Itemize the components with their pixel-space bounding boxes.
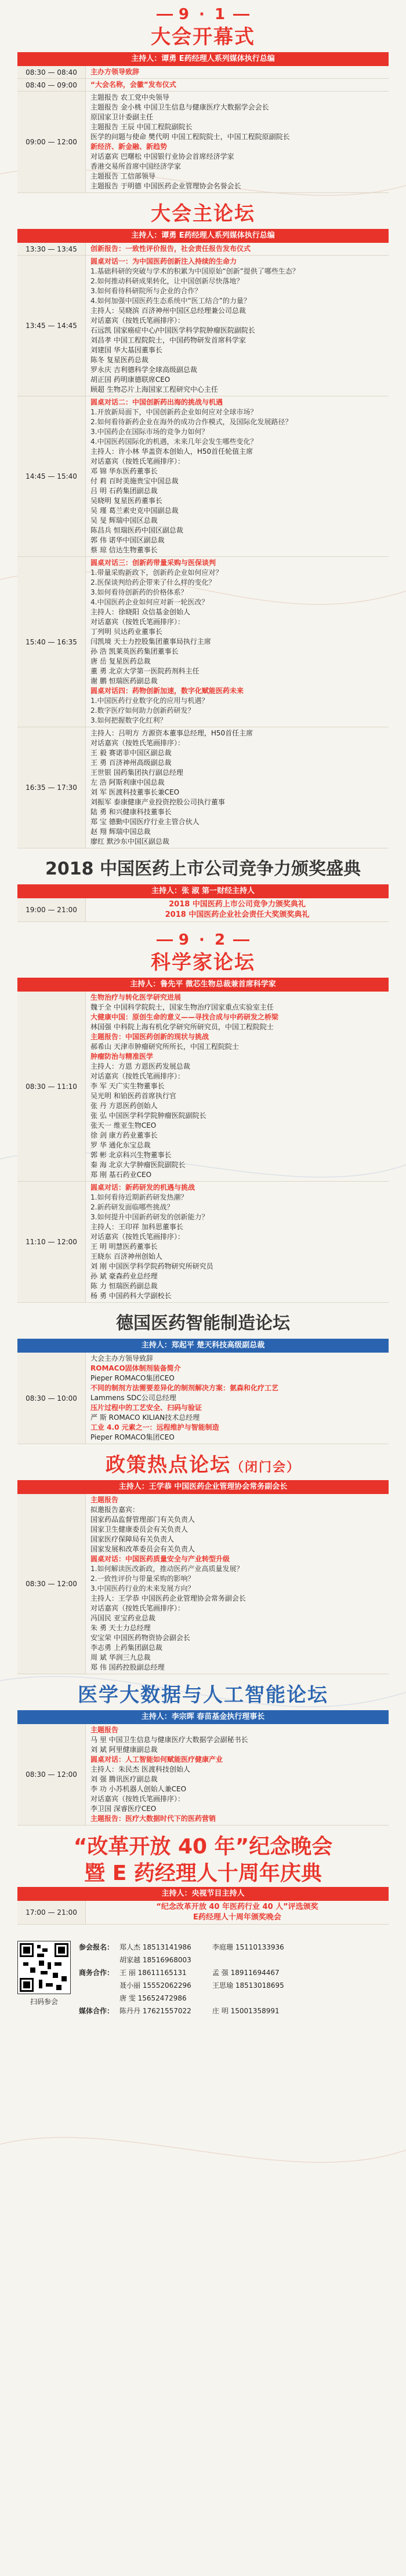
contact-row [79, 1979, 389, 1992]
agenda-line: 主持人：吕明方 方源资本董事总经理，H50首任主席 [90, 729, 253, 737]
qr-code-icon[interactable] [17, 1941, 71, 1994]
agenda-line: Pieper ROMACO集团CEO [90, 1433, 175, 1441]
agenda-line: 主题报告 [90, 1726, 119, 1734]
content-cell [86, 557, 389, 727]
agenda-line: 安宝荣 中国医药物资协会副会长 [90, 1634, 190, 1642]
agenda-line: 马 里 中国卫生信息与健康医疗大数据学会副秘书长 [90, 1736, 248, 1744]
agenda-line: 3.如何看待科研院所与企业的合作？ [90, 287, 202, 295]
agenda-line: Pieper ROMACO集团CEO [90, 1374, 175, 1382]
section-host: 主持人：谭勇 E药经理人系列媒体执行总编 [17, 229, 389, 243]
agenda-line: 国家卫生健康委员会有关负责人 [90, 1525, 188, 1533]
agenda-line: 主题报告：中国医药创新的现状与挑战 [90, 1033, 209, 1041]
agenda-line: 主题报告 王辰 中国工程院副院长 [90, 123, 193, 131]
time-cell: 15:40 — 16:35 [17, 557, 86, 727]
time-cell: 14:45 — 15:40 [17, 396, 86, 556]
agenda-line: 3.中国药企在国际市场的竞争力如何？ [90, 428, 209, 436]
agenda-line: 谢 鹏 恒瑞医药副总裁 [90, 677, 158, 685]
contact-b[interactable]: 王思瑜 18513018695 [212, 1981, 284, 1990]
agenda-line: 郭 彬 北京科兴生物董事长 [90, 1151, 172, 1159]
day-date: 9 · 2 [178, 931, 228, 949]
agenda-line: 杨 勇 中国药科大学副校长 [90, 1292, 172, 1300]
agenda-line: 1.开放新局面下，中国创新药企业如何应对全球市场？ [90, 408, 258, 416]
agenda-line: 李卫国 深睿医疗CEO [90, 1805, 157, 1813]
agenda-line: 创新报告：一致性评价报告，社会责任报告发布仪式 [90, 245, 251, 253]
agenda-line: 圆桌对话四：药物创新加速，数字化赋能医药未来 [90, 687, 244, 695]
agenda-line: 1.基础科研的突破与学术的积累为中国原始“创新”提供了哪些生态？ [90, 267, 299, 275]
time-cell: 11:10 — 12:00 [17, 1182, 86, 1302]
agenda-line: 圆桌对话三：创新药带量采购与医保谈判 [90, 559, 216, 567]
agenda-line: 对话嘉宾（按姓氏笔画排序）： [90, 739, 185, 747]
section-title [17, 24, 389, 52]
agenda-row [17, 1182, 389, 1303]
contact-row [79, 1941, 389, 1954]
agenda-row [17, 92, 389, 193]
content-cell [86, 727, 389, 848]
contact-label: 参会报名： [79, 1943, 114, 1951]
agenda-line: 1.中国医药行业数字化的应用与机遇？ [90, 697, 209, 705]
agenda-line: 罗 华 通化东宝总裁 [90, 1141, 151, 1149]
agenda-line: 国家医疗保障局有关负责人 [90, 1535, 175, 1543]
agenda-line: 1.如何解读医改新政，推动医药产业高质量发展？ [90, 1565, 244, 1573]
agenda-line: 对话嘉宾（按姓氏笔画排序）： [90, 1795, 185, 1803]
agenda-line: 主持人：许小林 华盖资本创始人，H50首任轮值主席 [90, 447, 253, 456]
agenda-line: 原国家卫计委副主任 [90, 113, 154, 121]
agenda-row [17, 1353, 389, 1444]
agenda-line: 林国强 中科院上海有机化学研究所研究员，中国工程院院士 [90, 1023, 274, 1031]
agenda-line: 刘昌孝 中国工程院院士，中国药物研发首席科学家 [90, 336, 246, 344]
section-title [17, 201, 389, 229]
agenda-line: 左 浩 阿斯利康中国总裁 [90, 778, 165, 786]
contact-a[interactable]: 陈丹丹 17621557022 [119, 2007, 191, 2015]
agenda-line: 主办方领导致辞 [90, 68, 140, 76]
section-gap [17, 848, 389, 857]
agenda-line: 圆桌对话：中国医药质量安全与产业转型升级 [90, 1555, 230, 1563]
agenda-line: 主持人：吴晓滨 百济神州中国区总经理兼公司总裁 [90, 307, 246, 315]
time-cell: 08:30 — 08:40 [17, 66, 86, 78]
section-title [17, 1311, 389, 1339]
section-gap [17, 1674, 389, 1682]
gala-title [17, 1834, 389, 1887]
agenda-line: 主持人：王印祥 加科思董事长 [90, 1223, 183, 1231]
agenda-line: 陈 力 恒瑞医药副总裁 [90, 1282, 158, 1290]
agenda-line: 对话嘉宾（按姓氏笔画排序）： [90, 1233, 185, 1241]
agenda-line: 对话嘉宾（按姓氏笔画排序）： [90, 457, 185, 465]
agenda-line: 圆桌对话二：中国创新药出海的挑战与机遇 [90, 398, 223, 406]
agenda-line: 王 毅 赛诺菲中国区副总裁 [90, 749, 172, 757]
time-cell: 17:00 — 21:00 [17, 1901, 86, 1924]
time-cell: 19:00 — 21:00 [17, 898, 86, 921]
section-title [17, 1452, 389, 1480]
agenda-line: 郭 伟 诺华中国区副总裁 [90, 536, 165, 544]
agenda-line: 王晓东 百济神州创始人 [90, 1252, 162, 1260]
agenda-row [17, 992, 389, 1182]
section-title [17, 950, 389, 978]
agenda-line: 肿瘤防治与精准医学 [90, 1052, 154, 1061]
awards-title: 2018 中国医药上市公司竞争力颁奖盛典 [45, 859, 361, 879]
contact-label [79, 1979, 119, 1992]
agenda-line: 国家发展和改革委员会有关负责人 [90, 1545, 195, 1553]
agenda-line: 张 丹 方恩医药创始人 [90, 1102, 158, 1110]
contact-a[interactable]: 郑人杰 18513141986 [119, 1943, 191, 1951]
agenda-line: 4.如何加强中国医药生态系统中“医工结合”的力量？ [90, 297, 251, 305]
qr-label: 扫码参会 [30, 1998, 58, 2006]
agenda-line: 吴 旻 辉瑞中国区总裁 [90, 516, 158, 524]
agenda-line: 圆桌对话：人工智能如何赋能医疗健康产业 [90, 1755, 223, 1764]
agenda-line: “纪念改革开放 40 年医药行业 40 人”评选颁奖 [156, 1903, 318, 1911]
agenda-line: “大会名称，会徽”发布仪式 [90, 81, 176, 89]
agenda-line: 主持人：朱民杰 医渡科技创始人 [90, 1765, 190, 1773]
agenda-line: 工业 4.0 元素之一：远程维护与智能制造 [90, 1423, 219, 1431]
contact-b[interactable] [212, 1992, 311, 2005]
content-cell [86, 256, 389, 396]
contact-b[interactable]: 李庭珊 15110133936 [212, 1943, 284, 1951]
agenda-line: 2018 中国医药上市公司竞争力颁奖典礼 [169, 900, 306, 909]
contact-row [79, 1954, 389, 1966]
time-cell: 13:30 — 13:45 [17, 243, 86, 255]
contacts [71, 1941, 389, 2017]
agenda-line: 拟邀报告嘉宾： [90, 1506, 140, 1514]
agenda-line: 严 斯 ROMACO KILIAN技术总经理 [90, 1413, 200, 1422]
agenda-line: 刘建国 华大基因董事长 [90, 346, 162, 354]
agenda-row [17, 557, 389, 727]
agenda-line: E药经理人十周年颁奖晚会 [193, 1913, 281, 1922]
agenda-line: 丁列明 贝达药业董事长 [90, 628, 162, 636]
agenda-line: 冯国民 亚宝药业总裁 [90, 1614, 155, 1622]
contact-a[interactable]: 唐 雯 15652472986 [119, 1994, 187, 2002]
agenda-line: 孙 浩 凯莱英医药集团董事长 [90, 647, 179, 655]
footer [17, 1941, 389, 2017]
agenda-line: 2.医保谈判给药企带来了什么样的变化？ [90, 578, 216, 586]
content-cell [86, 1724, 389, 1825]
agenda-line: 邓 锦 华东医药董事长 [90, 467, 158, 475]
agenda-line: 圆桌对话一：为中国医药创新注入持续的生命力 [90, 257, 237, 265]
content-cell [86, 79, 389, 91]
agenda-line: 主题报告 农工党中央领导 [90, 93, 169, 101]
contact-row [79, 1966, 389, 1979]
section-gap [17, 1444, 389, 1452]
agenda-line: 陆 勇 和兴健康科技董事长 [90, 808, 172, 816]
contact-label: 商务合作： [79, 1969, 114, 1977]
agenda-row [17, 1724, 389, 1826]
section-title-tag: （闭门会） [230, 1460, 300, 1475]
agenda-line: 2.如何推动科研成果转化，让中国创新尽快落地？ [90, 277, 244, 285]
agenda-line: 闫凯境 天士力控股集团董事局执行主席 [90, 637, 211, 646]
contact-a[interactable]: 聂小丽 15552062296 [119, 1981, 191, 1990]
content-cell [86, 898, 389, 921]
agenda-line: 廖红 默沙东中国区副总裁 [90, 837, 169, 846]
agenda-line: 王 勇 百济神州高级副总裁 [90, 759, 172, 767]
dash-left [157, 14, 173, 16]
section-host: 主持人：郑起平 楚天科技高级副总裁 [17, 1339, 389, 1353]
section-host: 主持人：谭勇 E药经理人系列媒体执行总编 [17, 52, 389, 66]
agenda-line: 李 功 小苏机器人创始人兼CEO [90, 1785, 187, 1793]
agenda-line: 对话嘉宾（按姓氏笔画排序）： [90, 316, 185, 325]
agenda-line: 3.如何提升中国新药研发的创新能力？ [90, 1213, 209, 1221]
agenda-row [17, 243, 389, 256]
contact-b[interactable]: 庄 明 15001358991 [212, 2007, 280, 2015]
gala-title-line2: 暨 E 药经理人十周年庆典 [84, 1861, 322, 1885]
agenda-line: 对话嘉宾（按姓氏笔画排序）： [90, 1604, 185, 1612]
agenda-line: 顾超 生物芯片上海国家工程研究中心主任 [90, 385, 218, 393]
agenda-line: 2.新药研发面临哪些挑战？ [90, 1203, 174, 1211]
agenda-line: 李志勇 上药集团副总裁 [90, 1644, 162, 1652]
agenda-line: 大会主办方领导致辞 [90, 1354, 154, 1362]
time-cell: 13:45 — 14:45 [17, 256, 86, 396]
agenda-line: 王世银 国药集团执行副总经理 [90, 768, 183, 777]
agenda-line: 陈昌兵 恒瑞医药中国区副总裁 [90, 526, 183, 534]
agenda-line: 3.中国医药行业的未来发展方向？ [90, 1584, 195, 1593]
section-title-text: 医学大数据与人工智能论坛 [78, 1684, 328, 1707]
dash-right [233, 939, 249, 941]
agenda-line: 石远凯 国家癌症中心/中国医学科学院肿瘤医院副院长 [90, 326, 255, 334]
qr-wrap [17, 1941, 71, 2006]
agenda-line: 4.中国医药企业如何应对新一轮医改？ [90, 598, 209, 606]
agenda-line: 2.一致性评价与带量采购的影响？ [90, 1575, 195, 1583]
agenda-row [17, 396, 389, 557]
time-cell: 16:35 — 17:30 [17, 727, 86, 848]
agenda-line: 李 军 天广实生物董事长 [90, 1082, 165, 1090]
agenda-line: 刘 强 腾讯医疗副总裁 [90, 1775, 158, 1783]
agenda-line: 1.带量采购新政下，创新药企业如何应对？ [90, 569, 223, 577]
agenda-line: 蔡 琼 信达生物董事长 [90, 546, 158, 554]
agenda-line: 4.中国医药国际化的机遇，未来几年会发生哪些变化？ [90, 438, 258, 446]
day-header [17, 5, 389, 24]
agenda-line: ROMACO固体制剂装备简介 [90, 1364, 181, 1372]
section-gap [17, 193, 389, 201]
contact-b[interactable] [212, 1954, 311, 1966]
agenda-line: 魏于全 中国科学院院士，国家生物治疗国家重点实验室主任 [90, 1003, 274, 1011]
dash-left [157, 939, 173, 941]
section-title [17, 1682, 389, 1710]
agenda-row [17, 727, 389, 848]
content-cell [86, 92, 389, 192]
agenda-line: 香港交易所首席中国经济学家 [90, 162, 182, 170]
content-cell [86, 1494, 389, 1674]
agenda-row [17, 1901, 389, 1925]
day-date: 9 · 1 [178, 6, 228, 23]
agenda-line: 主题报告 于明德 中国医药企业管理协会名誉会长 [90, 182, 241, 190]
agenda-line: 刘 刚 中国医学科学院药物研究所研究员 [90, 1262, 213, 1270]
agenda-line: 朱 勇 天士力总经理 [90, 1624, 151, 1632]
agenda-line: 吴光明 和铂医药首席执行官 [90, 1092, 176, 1100]
agenda-line: 郑 宝 德勤中国医疗行业主管合伙人 [90, 818, 200, 826]
agenda-line: 刘 军 医渡科技董事长兼CEO [90, 788, 180, 796]
section-title-text: 德国医药智能制造论坛 [116, 1313, 290, 1333]
content-cell [86, 992, 389, 1181]
agenda-line: 3.如何看待创新药的价格体系？ [90, 588, 188, 596]
agenda-line: 吕 明 石药集团副总裁 [90, 487, 158, 495]
section-title-text: 政策热点论坛 [105, 1453, 231, 1477]
agenda-line: 压片过程中的工艺安全、扫码与验证 [90, 1404, 202, 1412]
section-gap [17, 1303, 389, 1311]
agenda-line: 郑 刚 基石药业CEO [90, 1171, 152, 1179]
time-cell: 08:30 — 12:00 [17, 1724, 86, 1825]
gala-title-line1: “改革开放 40 年”纪念晚会 [73, 1835, 333, 1859]
agenda-line: 孙 斌 豪森药业总经理 [90, 1272, 158, 1280]
contact-row [79, 1992, 389, 2005]
agenda-line: 国家药品监督管理部门有关负责人 [90, 1515, 195, 1524]
content-cell [86, 1182, 389, 1302]
content-cell [86, 396, 389, 556]
agenda-line: 吴晓明 复星医药董事长 [90, 497, 162, 505]
agenda-line: 主持人：王学恭 中国医药企业管理协会常务副会长 [90, 1594, 246, 1602]
agenda-line: 对话嘉宾（按姓氏笔画排序）： [90, 1072, 185, 1080]
contact-label: 媒体合作： [79, 2007, 114, 2015]
content-cell [86, 243, 389, 255]
day-header [17, 930, 389, 950]
agenda-line: 主题报告 工信部领导 [90, 172, 155, 180]
agenda-row [17, 66, 389, 79]
agenda-line: 刘 斌 阿里健康副总裁 [90, 1746, 158, 1754]
contact-b[interactable]: 孟 强 18911694467 [212, 1969, 280, 1977]
section-gap [17, 1925, 389, 1933]
agenda-row [17, 1494, 389, 1674]
agenda-line: 吴 瑾 葛兰素史克中国副总裁 [90, 507, 179, 515]
agenda-line: 主持人：方恩 方恩医药发展总裁 [90, 1062, 190, 1070]
agenda-line: 大健康中国：原创生命的意义——寻找合成与中药研发之桥梁 [90, 1013, 279, 1021]
content-cell [86, 1353, 389, 1444]
agenda-line: Lammens SDC公司总经理 [90, 1394, 176, 1402]
contact-label [79, 1992, 119, 2005]
agenda-line: 王 明 明慧医药董事长 [90, 1243, 158, 1251]
section-host: 主持人：央视节目主持人 [17, 1887, 389, 1901]
agenda-line: 主持人：徐晓阳 众信基金创始人 [90, 608, 190, 616]
time-cell: 08:30 — 12:00 [17, 1494, 86, 1674]
agenda-line: 2018 中国医药企业社会责任大奖颁奖典礼 [165, 910, 310, 919]
section-title-text: 大会主论坛 [151, 202, 255, 225]
agenda-row [17, 79, 389, 92]
content-cell [86, 1901, 389, 1924]
section-title-text: 大会开幕式 [151, 25, 255, 49]
agenda-line: 主题报告：医疗大数据时代下的医药营销 [90, 1815, 216, 1823]
section-host: 主持人：王学恭 中国医药企业管理协会常务副会长 [17, 1480, 389, 1494]
time-cell: 08:30 — 11:10 [17, 992, 86, 1181]
time-cell: 08:40 — 09:00 [17, 79, 86, 91]
time-cell: 09:00 — 12:00 [17, 92, 86, 192]
agenda-line: 主题报告 [90, 1496, 119, 1504]
contact-a[interactable]: 王 丽 18611165131 [119, 1969, 187, 1977]
agenda-row [17, 898, 389, 922]
agenda-row [17, 256, 389, 396]
time-cell: 08:30 — 10:00 [17, 1353, 86, 1444]
agenda-line: 张 弘 中国医学科学院肿瘤医院副院长 [90, 1112, 206, 1120]
agenda-line: 2.数字医疗如何助力创新药研发？ [90, 706, 195, 715]
agenda-line: 胡正国 药明康德联席CEO [90, 376, 171, 384]
agenda-line: 徐 剑 康方药业董事长 [90, 1131, 158, 1139]
contact-a[interactable]: 胡家越 18516968003 [119, 1956, 191, 1964]
agenda-line: 3.如何把握数字化红利？ [90, 716, 167, 724]
agenda-line: 郝希山 天津市肿瘤研究所所长，中国工程院院士 [90, 1043, 239, 1051]
section-gap [17, 922, 389, 930]
section-host: 主持人：李宗晖 春苗基金执行理事长 [17, 1710, 389, 1724]
content-cell [86, 66, 389, 78]
agenda-line: 圆桌对话：新药研发的机遇与挑战 [90, 1183, 195, 1192]
contact-row [79, 2005, 389, 2017]
dash-right [233, 14, 249, 16]
section-gap [17, 1826, 389, 1834]
agenda-line: 2.如何看待新药企业在海外的成功合作模式，及国际化发展路径？ [90, 418, 292, 426]
agenda-line: 生物治疗与转化医学研究进展 [90, 993, 182, 1001]
agenda-line: 张天一 维亚生物CEO [90, 1121, 157, 1129]
agenda-line: 秦 海 北京大学肿瘤医院副院长 [90, 1161, 186, 1169]
section-title-text: 科学家论坛 [151, 951, 255, 974]
agenda-line: 周 斌 华润三九总裁 [90, 1653, 151, 1662]
section-host: 主持人：鲁先平 微芯生物总裁兼首席科学家 [17, 978, 389, 992]
agenda-line: 医学的问题与使命 樊代明 中国工程院院士，中国工程院原副院长 [90, 133, 290, 141]
agenda-line: 主题报告 金小桃 中国卫生信息与健康医疗大数据学会会长 [90, 103, 269, 111]
agenda-line: 刘振军 泰康健康产业投资控股公司执行董事 [90, 798, 225, 806]
agenda-line: 不同的制剂方法需要差异化的制剂解决方案：氨森和化疗工艺 [90, 1384, 279, 1392]
agenda-line: 付 莉 百时美施贵宝中国总裁 [90, 477, 179, 485]
agenda-line: 赵 翔 辉瑞中国总裁 [90, 828, 151, 836]
agenda-line: 唐 岳 复星医药总裁 [90, 657, 151, 665]
contact-label [79, 1954, 119, 1966]
agenda-line: 对话嘉宾（按姓氏笔画排序）： [90, 618, 185, 626]
agenda-line: 对话嘉宾 巴曙松 中国银行业协会首席经济学家 [90, 152, 234, 161]
agenda-line: 新经济、新金融、新趋势 [90, 143, 168, 151]
agenda-line: 郑 伟 国药控股副总经理 [90, 1663, 165, 1671]
agenda-line: 董 勇 北京大学第一医院药剂科主任 [90, 667, 200, 675]
agenda-line: 罗永庆 吉利德科学全球高级副总裁 [90, 366, 197, 374]
agenda-line: 陈冬 复星医药总裁 [90, 356, 148, 364]
section-host: 主持人：张 淑 第一财经主持人 [17, 884, 389, 898]
agenda-line: 1.如何看待近期新药研发热潮？ [90, 1193, 188, 1201]
